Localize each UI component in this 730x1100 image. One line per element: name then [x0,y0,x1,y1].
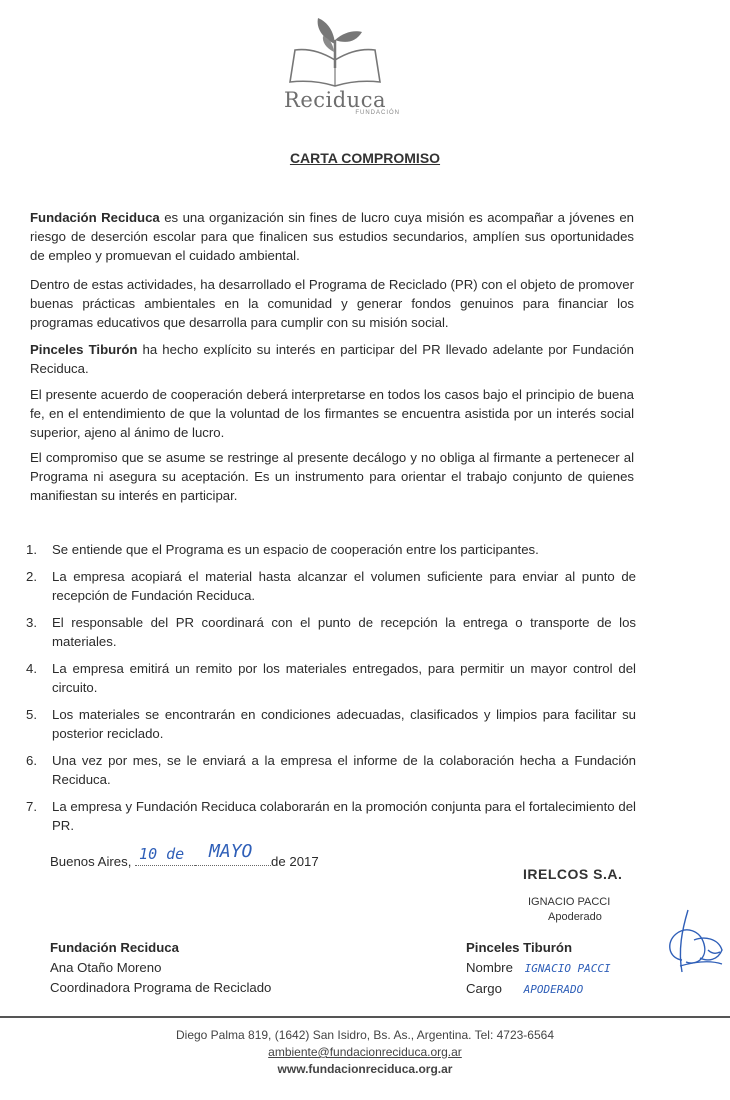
list-item-number: 4. [26,661,37,676]
handwritten-month: MAYO [209,841,253,862]
stamp-role: Apoderado [548,911,602,923]
role-label: Cargo [466,981,502,996]
org-name: Fundación Reciduca [30,210,160,225]
list-item-number: 3. [26,615,37,630]
intro-paragraph-5: El compromiso que se asume se restringe al presente decálogo y no obliga al firmante a pertenecer al Programa ni asegura su aceptación. Es un instrumento para orientar el trabajo conjunto de quienes manifiestan su interés en participar. [30,450,634,503]
signatory-right [466,938,611,1000]
intro-paragraph-4: El presente acuerdo de cooperación deberá interpretarse en todos los casos bajo el principio de buena fe, en el entendimiento de que la voluntad de los firmantes se encuentra asistida por un interés social superior, ajeno al ánimo de lucro. [30,387,634,440]
footer-email[interactable]: ambiente@fundacionreciduca.org.ar [268,1045,462,1059]
list-item [26,567,636,605]
day-field [135,845,195,866]
list-item [26,613,636,651]
intro-paragraph-2: Dentro de estas actividades, ha desarrollado el Programa de Reciclado (PR) con el objeto de promover buenas prácticas ambientales en la comunidad y generar fondos genuinos para financiar los programas educativos que desarrolla para cumplir con su misión social. [30,277,634,330]
brand-subtitle: FUNDACIÓN [355,110,400,116]
stamp-company: IRELCOS S.A. [523,866,623,882]
list-item-text: Una vez por mes, se le enviará a la empresa el informe de la colaboración hecha a Fundación Reciduca. [52,753,636,787]
intro-paragraph-1: Fundación Reciduca es una organización sin fines de lucro cuya misión es acompañar a jóvenes en riesgo de deserción escolar para que finalicen sus estudios secundarios, amplíen sus oportunidades de empleo y promuevan el cuidado ambiental. [30,210,634,263]
list-item-number: 5. [26,707,37,722]
handwritten-day: 10 de [139,845,185,863]
list-item-number: 1. [26,542,37,557]
list-item-number: 2. [26,569,37,584]
signatory-left-org: Fundación Reciduca [50,940,179,955]
footer-website[interactable]: www.fundacionreciduca.org.ar [277,1062,453,1076]
brand-name: Reciduca [284,88,386,112]
place-suffix: de 2017 [271,854,319,869]
handwritten-signature [660,900,726,980]
signatory-left [50,938,271,998]
role-row [466,979,611,1000]
name-row [466,958,611,979]
name-label: Nombre [466,960,513,975]
document-title: CARTA COMPROMISO [289,150,441,166]
company-name: Pinceles Tiburón [30,342,138,357]
place-date-line [50,841,319,869]
list-item-text: El responsable del PR coordinará con el punto de recepción la entrega o transporte de los materiales. [52,615,636,649]
list-item [26,751,636,789]
footer-address: Diego Palma 819, (1642) San Isidro, Bs. As., Argentina. Tel: 4723-6564 [175,1028,554,1042]
list-item-text: La empresa y Fundación Reciduca colaborarán en la promoción conjunta para el fortalecimiento del PR. [52,799,636,833]
list-item-text: La empresa acopiará el material hasta alcanzar el volumen suficiente para enviar al punto de recepción de Fundación Reciduca. [52,569,636,603]
list-item-text: Los materiales se encontrarán en condiciones adecuadas, clasificados y limpios para facilitar su posterior reciclado. [52,707,636,741]
list-item-number: 6. [26,753,37,768]
list-item-number: 7. [26,799,37,814]
intro-paragraph-3: Pinceles Tiburón ha hecho explícito su interés en participar del PR llevado adelante por Fundación Reciduca. [30,342,635,376]
handwritten-name: IGNACIO PACCI [524,962,611,975]
list-item [26,540,636,559]
stamp-name: IGNACIO PACCI [528,896,611,908]
list-item-text: Se entiende que el Programa es un espacio de cooperación entre los participantes. [52,542,539,557]
list-item-text: La empresa emitirá un remito por los materiales entregados, para permitir un mayor control del circuito. [52,661,636,695]
list-item [26,659,636,697]
footer [0,1027,730,1078]
month-field [195,841,271,866]
list-item [26,797,636,835]
signatory-left-role: Coordinadora Programa de Reciclado [50,980,272,995]
handwritten-role: APODERADO [523,983,584,996]
place-prefix: Buenos Aires, [50,854,136,869]
list-item [26,705,636,743]
signatory-left-name: Ana Otaño Moreno [50,960,162,975]
signatory-right-org: Pinceles Tiburón [466,940,573,955]
footer-divider [0,1016,730,1018]
